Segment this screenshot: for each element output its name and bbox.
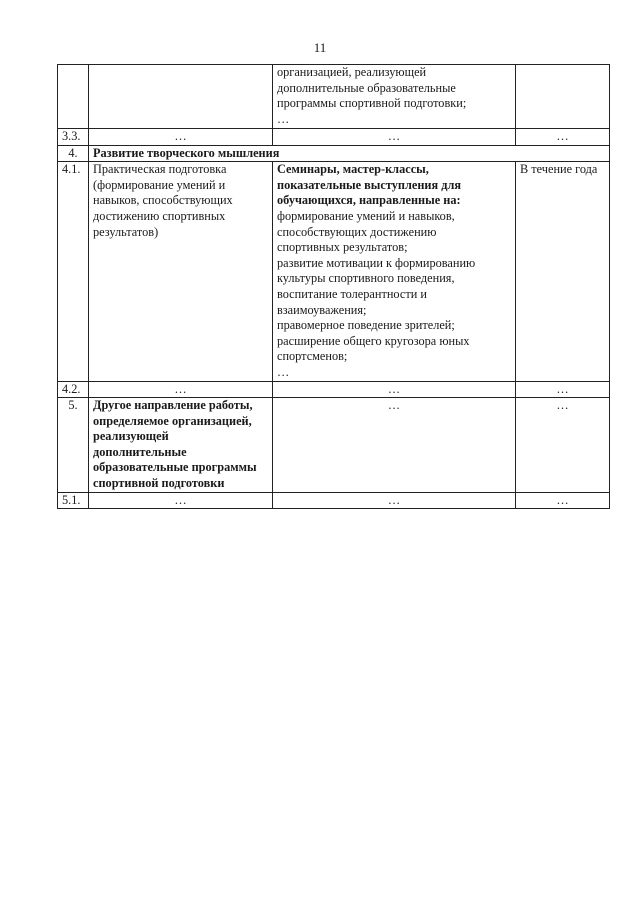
row-number: 4.2. (58, 381, 89, 398)
activity-line: (формирование умений и (93, 177, 226, 192)
description-cell: … (273, 492, 516, 509)
description-line: спортсменов; (277, 349, 348, 364)
description-line: … (277, 111, 290, 126)
term-cell: … (516, 129, 610, 146)
term-cell: … (516, 381, 610, 398)
activity-line: спортивной подготовки (93, 476, 225, 491)
activity-cell (89, 65, 273, 129)
description-line: правомерное поведение зрителей; (277, 318, 455, 333)
row-number: 5. (58, 398, 89, 493)
row-number (58, 65, 89, 129)
sports-training-plan-table (57, 64, 610, 509)
description-line: … (277, 364, 290, 379)
activity-line: образовательные программы (93, 460, 257, 475)
activity-cell (89, 398, 273, 493)
page-number: 11 (313, 40, 327, 55)
description-heading-line: показательные выступления для (277, 177, 462, 192)
row-number: 4.1. (58, 162, 89, 381)
description-cell (273, 65, 516, 129)
table-row (58, 381, 610, 398)
description-cell: … (273, 398, 516, 493)
description-heading-line: обучающихся, направленные на: (277, 193, 461, 208)
description-line: формирование умений и навыков, (277, 208, 455, 223)
row-number: 3.3. (58, 129, 89, 146)
activity-cell: … (89, 129, 273, 146)
table-row (58, 398, 610, 493)
description-heading-line: Семинары, мастер-классы, (277, 162, 429, 177)
term-cell: … (516, 398, 610, 493)
description-line: спортивных результатов; (277, 240, 408, 255)
table-row (58, 162, 610, 381)
activity-cell: … (89, 381, 273, 398)
table-row (58, 65, 610, 129)
description-line: культуры спортивного поведения, (277, 271, 455, 286)
term-cell: … (516, 492, 610, 509)
activity-line: Практическая подготовка (93, 162, 227, 177)
section-row (58, 145, 610, 162)
description-line: организацией, реализующей (277, 65, 427, 79)
activity-line: навыков, способствующих (93, 193, 233, 208)
table-row (58, 492, 610, 509)
description-line: воспитание толерантности и (277, 286, 427, 301)
term-cell: В течение года (516, 162, 610, 381)
description-line: взаимоуважения; (277, 302, 367, 317)
activity-cell: … (89, 492, 273, 509)
description-line: программы спортивной подготовки; (277, 96, 467, 111)
description-line: дополнительные образовательные (277, 80, 456, 95)
activity-cell (89, 162, 273, 381)
activity-line: результатов) (93, 224, 159, 239)
activity-line: реализующей (93, 429, 169, 444)
section-title: Развитие творческого мышления (89, 145, 610, 162)
description-cell: … (273, 381, 516, 398)
table-row (58, 129, 610, 146)
term-cell (516, 65, 610, 129)
activity-line: определяемое организацией, (93, 413, 252, 428)
activity-line: Другое направление работы, (93, 398, 253, 413)
row-number: 4. (58, 145, 89, 162)
description-cell (273, 162, 516, 381)
activity-line: достижению спортивных (93, 208, 226, 223)
row-number: 5.1. (58, 492, 89, 509)
description-line: развитие мотивации к формированию (277, 255, 476, 270)
activity-line: дополнительные (93, 444, 187, 459)
description-line: способствующих достижению (277, 224, 437, 239)
description-cell: … (273, 129, 516, 146)
description-line: расширение общего кругозора юных (277, 333, 470, 348)
